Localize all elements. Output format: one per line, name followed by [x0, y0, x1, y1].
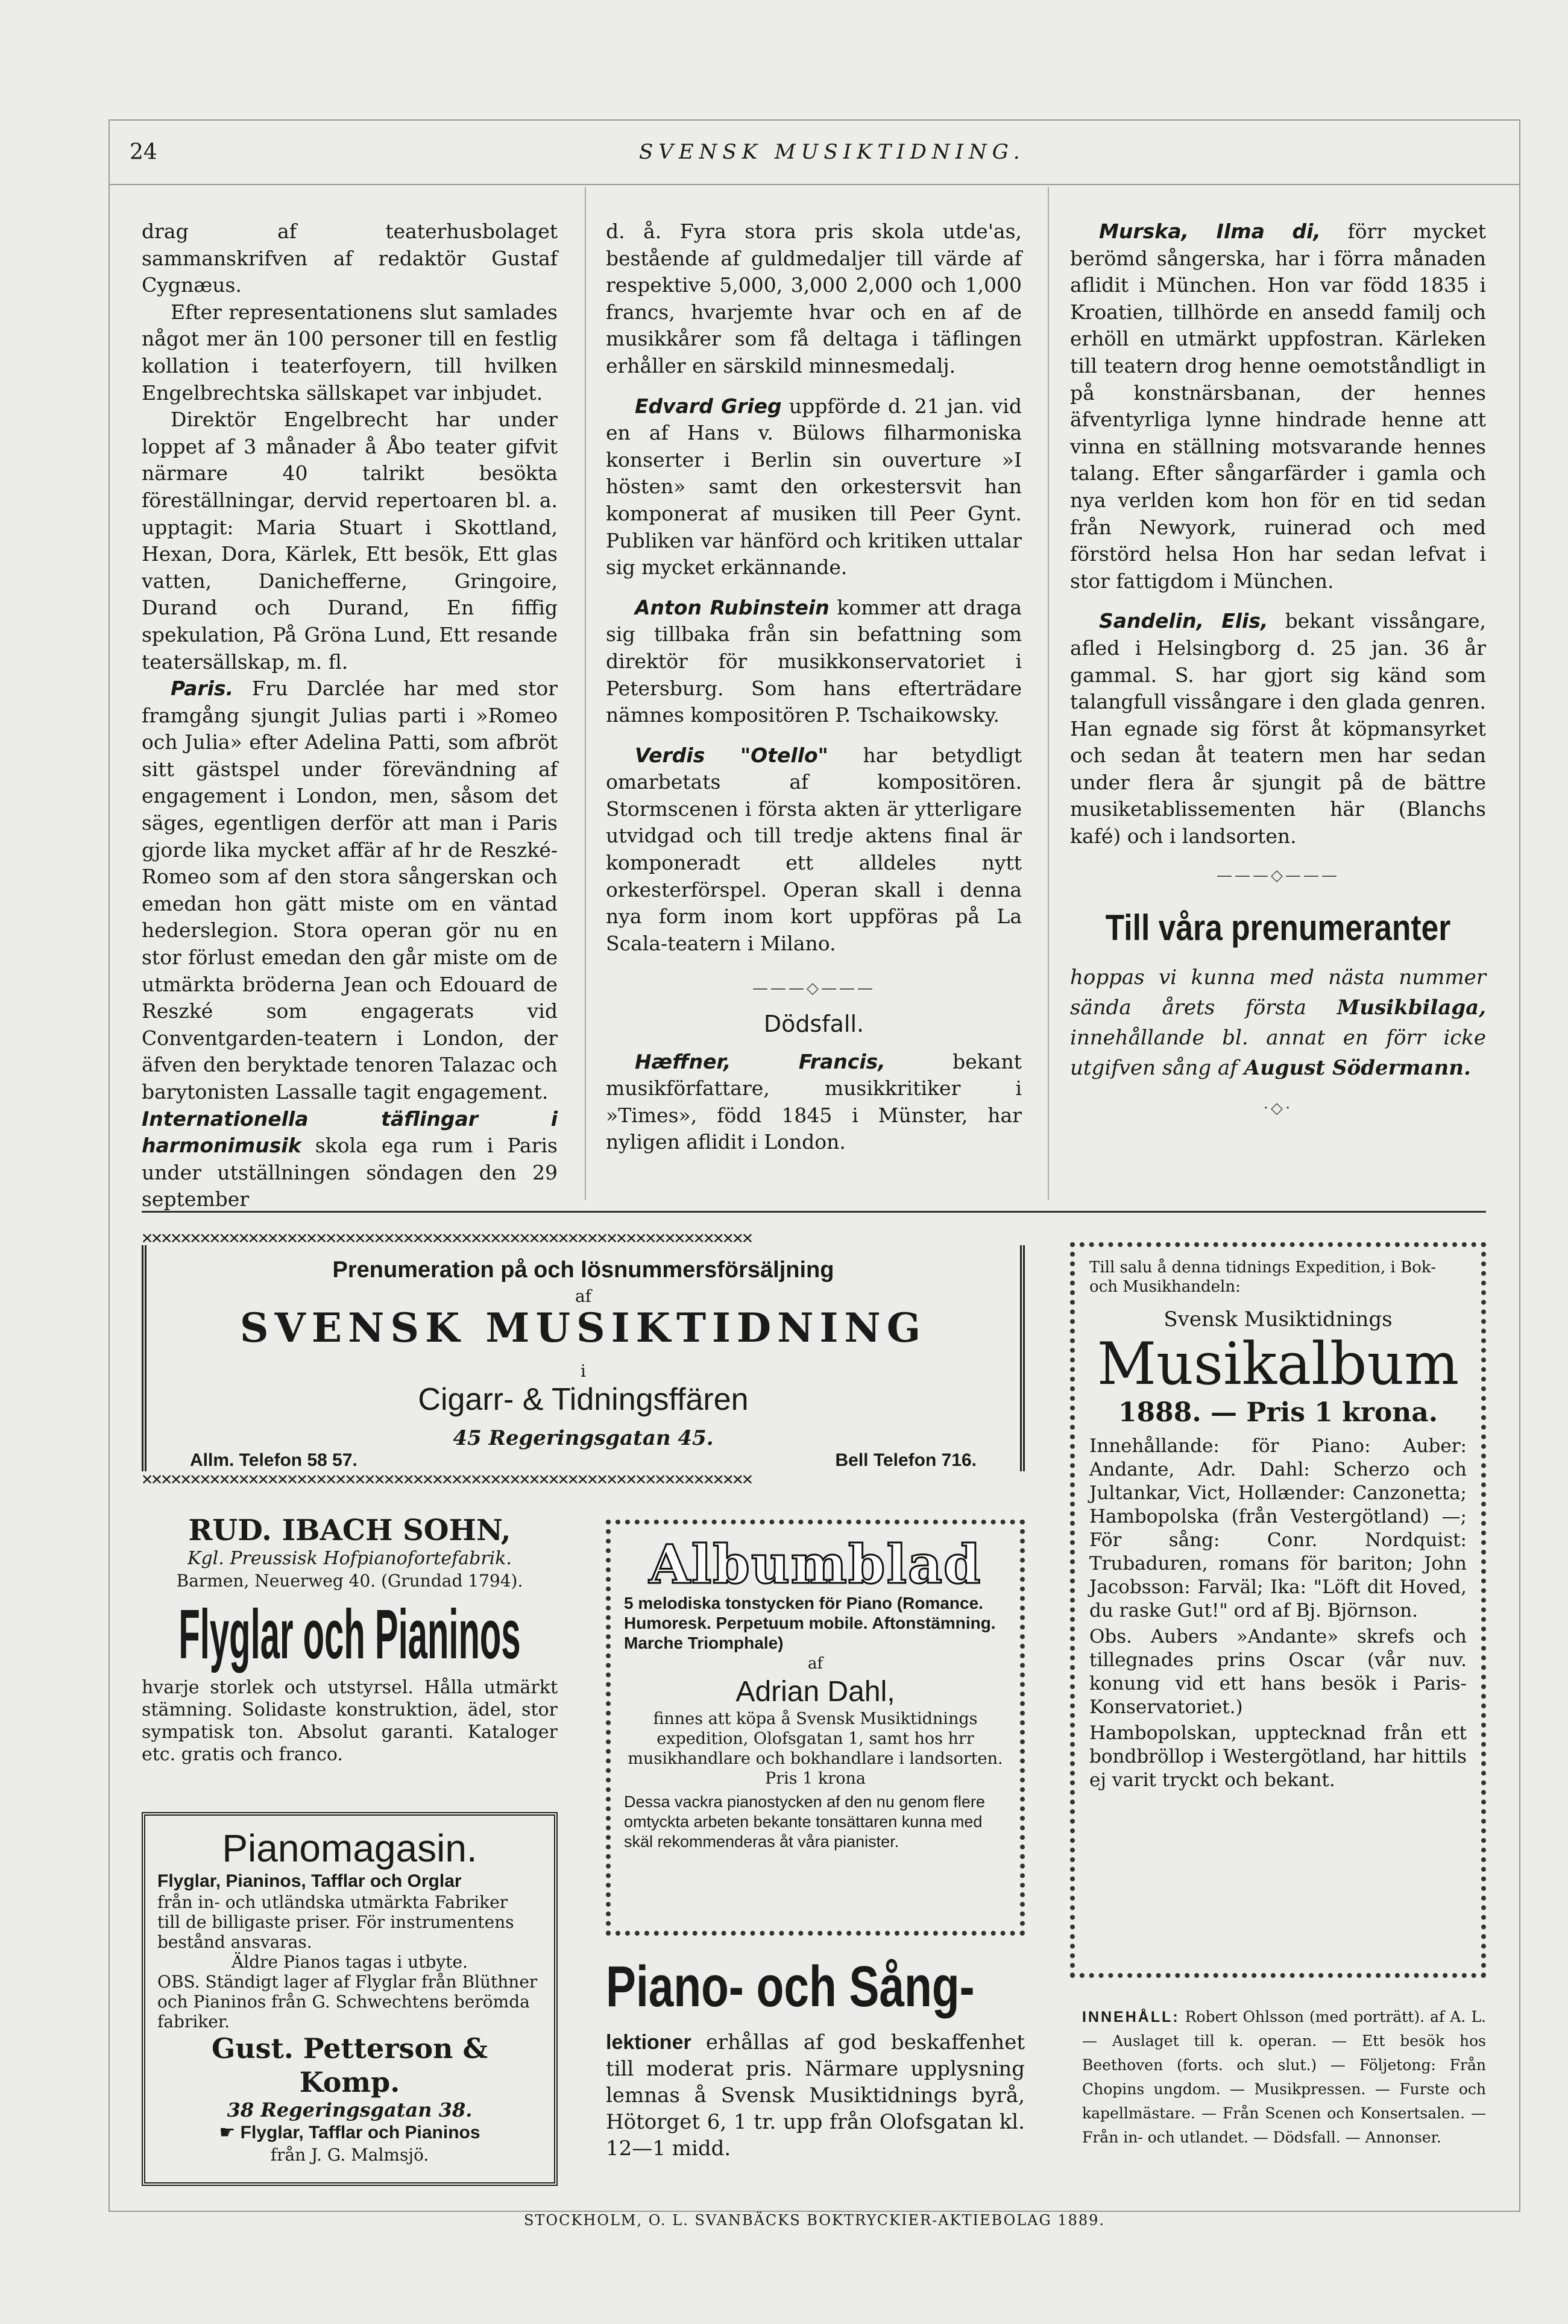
ad-text: Hambopolskan, upptecknad från ett bondbröllop i Westergötland, har hittils ej varit tryckt och bekant.: [1089, 1722, 1467, 1791]
ad-line: Dessa vackra pianostycken af den nu genom flere omtyckta arbeten bekante tonsättaren kunna med skäl rekommenderas åt våra pianister.: [624, 1793, 985, 1851]
ad-lessons: [606, 1951, 1025, 2180]
ornament-border: ✕✕✕✕✕✕✕✕✕✕✕✕✕✕✕✕✕✕✕✕✕✕✕✕✕✕✕✕✕✕✕✕✕✕✕✕✕✕✕✕✕✕✕✕✕✕✕✕✕✕✕✕✕✕✕✕✕✕✕✕✕✕✕: [142, 1468, 752, 1489]
section-heading: Sandelin, Elis,: [1099, 609, 1268, 633]
emphasis: August Södermann.: [1244, 1056, 1471, 1081]
ad-emphasis: lektioner: [606, 2031, 691, 2054]
ad-composer: Adrian Dahl,: [735, 1676, 895, 1708]
ad-price: 1888. — Pris 1 krona.: [1118, 1397, 1438, 1428]
section-heading: Paris.: [171, 677, 234, 701]
paragraph: innehållande bl. annat en förr icke utgifven sång af: [1070, 1026, 1486, 1081]
paragraph: hoppas vi kunna med nästa nummer sända årets första: [1070, 965, 1486, 1020]
banner-phone: Allm. Telefon 58 57.: [190, 1450, 357, 1470]
ornament-divider: ·◇·: [1263, 1099, 1293, 1118]
ad-title: RUD. IBACH SOHN,: [188, 1514, 511, 1547]
ad-title: Piano- och Sång-: [606, 1954, 975, 2019]
ornament-border: ✕✕✕✕✕✕✕✕✕✕✕✕✕✕✕✕✕✕✕✕✕✕✕✕✕✕✕✕✕✕✕✕✕✕✕✕✕✕✕✕✕✕✕✕✕✕✕✕✕✕✕✕✕✕✕✕✕✕✕✕✕✕✕: [142, 1227, 752, 1248]
ad-pianomagasin: [142, 1812, 558, 2186]
ad-banner: [142, 1227, 1025, 1489]
paragraph: skola ega rum i Paris under utställningen söndagen den 29 september: [142, 1134, 558, 1211]
header-rule: [109, 184, 1520, 185]
section-heading: Internationella täflingar i harmonimusik: [142, 1107, 558, 1158]
ad-text: erhållas af god beskaffenhet till moderat pris. Närmare upplysning lemnas å Svensk Musiktidnings byrå, Hötorget 6, 1 tr. upp från Olofsgatan kl. 12—1 midd.: [606, 2030, 1025, 2161]
section-rule: [142, 1211, 1486, 1213]
paragraph: bekant vissångare, afled i Helsingborg d. 25 jan. 36 år gammal. S. har gjort sig känd som talangfull vissångare i den glada genren. Han egnade sig först åt köpmansyrket och sedan åt teatern men har sedan under flera år sjungit på de bättre musiketablissementen här (Blanchs kafé) och i landsorten.: [1070, 609, 1486, 848]
banner-phone: Bell Telefon 716.: [835, 1450, 977, 1470]
ornament-border: [1020, 1245, 1025, 1471]
ad-musikalbum: [1070, 1242, 1486, 1978]
ad-line: från in- och utländska utmärkta Fabriker: [157, 1892, 508, 1912]
ornament-border: [142, 1245, 146, 1471]
paragraph: Efter representationens slut samlades något mer än 100 personer till en festlig kollation i teaterfoyern, till hvilken Engelbrechtska sällskapet var inbjudet.: [142, 300, 558, 405]
ad-line: Äldre Pianos tagas i utbyte.: [231, 1952, 468, 1972]
banner-title: SVENSK MUSIKTIDNING: [239, 1304, 927, 1351]
section-heading: Verdis "Otello": [635, 743, 828, 767]
deaths-title: Dödsfall.: [763, 1011, 864, 1038]
ad-line: Flyglar, Pianinos, Tafflar och Orglar: [157, 1871, 462, 1891]
banner-af: af: [575, 1286, 592, 1306]
ad-line: OBS. Ständigt lager af Flyglar från Blüthner och Pianinos från G. Schwechtens berömda fabriker.: [157, 1972, 538, 2032]
paragraph: drag af teaterhusbolaget sammanskrifven af redaktör Gustaf Cygnæus.: [142, 219, 558, 297]
section-heading: Hæffner, Francis,: [635, 1049, 886, 1073]
pointing-hand-icon: ☛: [219, 2123, 241, 2142]
paragraph: förr mycket berömd sångerska, har i förra månaden aflidit i München. Hon var född 1835 i Kroatien, tillhörde en ansedd familj och erhöll en utmärkt uppfostran. Kärleken till teatern drog henne oemotståndligt in på konstnärsbanan, der hennes äfventyrliga lynne hindrade henne att vinna en ställning motsvarande hennes talang. Efter sångarfärder i gamla och nya verlden kom hon för en tid sedan från Newyork, ruinerad och med förstörd helsa Hon har sedan lefvat i stor fattigdom i München.: [1070, 219, 1486, 593]
ad-line: finnes att köpa å Svensk Musiktidnings expedition, Olofsgatan 1, samt hos hrr musikhandlare och bokhandlare i landsorten. Pris 1 krona: [628, 1710, 1003, 1788]
ad-albumblad: [606, 1520, 1025, 1936]
column-2: [606, 218, 1022, 1156]
paragraph: d. å. Fyra stora pris skola utde'as, bestående af guldmedaljer till värde af respektive 5,000, 3,000 2,000 och 1,000 francs, hvarjemte hvar och en af de musikkårer som få deltaga i täflingen erhåller en särskild minnesmedalj.: [606, 219, 1022, 377]
section-heading: Edvard Grieg: [635, 394, 782, 418]
paragraph: uppförde d. 21 jan. vid en af Hans v. Bülows filharmoniska konserter i Berlin sin ouverture »I hösten» samt den orkestersvit han komponerat af musiken till Peer Gynt. Publiken var hänförd och kritiken uttalar sig mycket erkännande.: [606, 394, 1022, 579]
ad-text: hvarje storlek och utstyrsel. Hålla utmärkt stämning. Solidaste konstruktion, ädel, stor sympatisk ton. Absolut garanti. Kataloger etc. gratis och franco.: [142, 1677, 558, 1765]
ad-line: Svensk Musiktidnings: [1163, 1307, 1393, 1331]
banner-line: Prenumeration på och lösnummersförsäljning: [332, 1257, 834, 1283]
column-3: [1070, 218, 1486, 1122]
ad-line: af: [807, 1655, 823, 1673]
column-1: [142, 218, 558, 1213]
ornament-divider: ———◇———: [1217, 866, 1340, 885]
ad-line: Till salu å denna tidnings Expedition, i Bok- och Musikhandeln:: [1089, 1258, 1436, 1296]
paragraph: Direktör Engelbrecht har under loppet af 3 månader å Åbo teater gifvit närmare 40 talrikt besökta föreställningar, dervid repertoaren bl. a. upptagit: Maria Stuart i Skottland, Hexan, Dora, Kärlek, Ett besök, Ett glas vatten, Danichefferne, Gringoire, Durand och Durand, En fiffig spekulation, På Gröna Lund, Ett resande teatersällskap, m. fl.: [142, 408, 558, 674]
ad-line: Barmen, Neuerweg 40. (Grundad 1794).: [176, 1571, 523, 1591]
banner-i: i: [581, 1361, 586, 1381]
ad-firm: Gust. Petterson & Komp.: [211, 2032, 488, 2098]
column-rule: [585, 187, 586, 1200]
ad-title: Pianomagasin.: [222, 1827, 477, 1870]
paragraph: Fru Darclée har med stor framgång sjungit Julias parti i »Romeo och Julia» efter Adelina Patti, som afbröt sitt gästspel under förevändning af engagement i London, men, såsom det säges, egentligen derför att man i Paris gjorde lika mycket affär af hr de Reszké-Romeo som af den stora sångerskan och emedan hon gätt miste om en väntad hederslegion. Stora operan gör nu en stor förlust emedan den går miste om de utmärkta bröderna Jean och Edouard de Reszké som engagerats vid Conventgarden-teatern i London, der äfven den beryktade tenoren Talazac och barytonisten Lassalle tagit engagement.: [142, 677, 558, 1104]
subscribers-title: Till våra prenumeranter: [1105, 908, 1451, 949]
contents-box: [1082, 2005, 1486, 2186]
ad-line: Kgl. Preussisk Hofpianofortefabrik.: [187, 1548, 512, 1569]
ad-line: 38 Regeringsgatan 38.: [227, 2098, 473, 2121]
ornament-divider: ———◇———: [752, 979, 875, 998]
column-rule: [1048, 187, 1049, 1200]
banner-address: 45 Regeringsgatan 45.: [453, 1426, 714, 1450]
ad-big-title: Flyglar och Pianinos: [178, 1595, 521, 1673]
contents-label: INNEHÅLL:: [1082, 2009, 1180, 2026]
contents-text: Robert Ohlsson (med porträtt). af A. L. — Auslaget till k. operan. — Ett besök hos Beethoven (forts. och slut.) — Följetong: Från Chopins ungdom. — Musikpressen. — Furste och kapellmästare. — Från Scenen och Konsertsalen. — Från in- och utlandet. — Dödsfall. — Annonser.: [1082, 2008, 1486, 2146]
paragraph: kommer att draga sig tillbaka från sin befattning som direktör för musikkonservatoriet i Petersburg. Som hans efterträdare nämnes kompositören P. Tschaikowsky.: [606, 595, 1022, 727]
banner-shop: Cigarr- & Tidningsffären: [418, 1382, 749, 1417]
page-number: 24: [130, 140, 157, 165]
section-heading: Murska, Ilma di,: [1099, 219, 1321, 243]
ad-title: Albumblad: [649, 1533, 982, 1596]
ad-line: Flyglar, Tafflar och Pianinos: [240, 2123, 480, 2142]
running-title: SVENSK MUSIKTIDNING.: [639, 140, 1025, 164]
ad-line: från J. G. Malmsjö.: [270, 2145, 429, 2165]
section-heading: Anton Rubinstein: [635, 595, 830, 619]
paragraph: har betydligt omarbetats af kompositören. Stormscenen i första akten är ytterligare utvidgad och till tredje aktens final är komponeradt ett alldeles nytt orkesterförspel. Operan skall i denna nya form inom kort uppföras på La Scala-teatern i Milano.: [606, 743, 1022, 955]
ad-text: Obs. Aubers »Andante» skrefs och tillegnades prins Oscar (vår nuv. konung vid ett hans besök i Paris-Konservatoriet.): [1089, 1626, 1467, 1718]
ad-title: Musikalbum: [1097, 1330, 1459, 1398]
emphasis: Musikbilaga,: [1337, 996, 1486, 1020]
ad-ibach: [142, 1514, 558, 1791]
paragraph: bekant musikförfattare, musikkritiker i »Times», född 1845 i Münster, har nyligen aflidit i London.: [606, 1049, 1022, 1154]
ad-line: 5 melodiska tonstycken för Piano (Romance. Humoresk. Perpetuum mobile. Aftonstämning. Marche Triomphale): [624, 1594, 996, 1652]
ad-line: till de billigaste priser. För instrumentens bestånd ansvaras.: [157, 1912, 514, 1952]
ad-text: Innehållande: för Piano: Auber: Andante, Adr. Dahl: Scherzo och Jultankar, Vict, Hollænder: Canzonetta; Hambopolska (från Vestergötland) —; För sång: Conr. Nordquist: Trubaduren, romans för bariton; John Jacobsson: Farväl; Ika: "Löft dit Hoved, du raske Gut!" ord af Bj. Björnson.: [1089, 1435, 1467, 1621]
imprint: STOCKHOLM, O. L. SVANBÄCKS BOKTRYCKIER-AKTIEBOLAG 1889.: [523, 2212, 1106, 2229]
